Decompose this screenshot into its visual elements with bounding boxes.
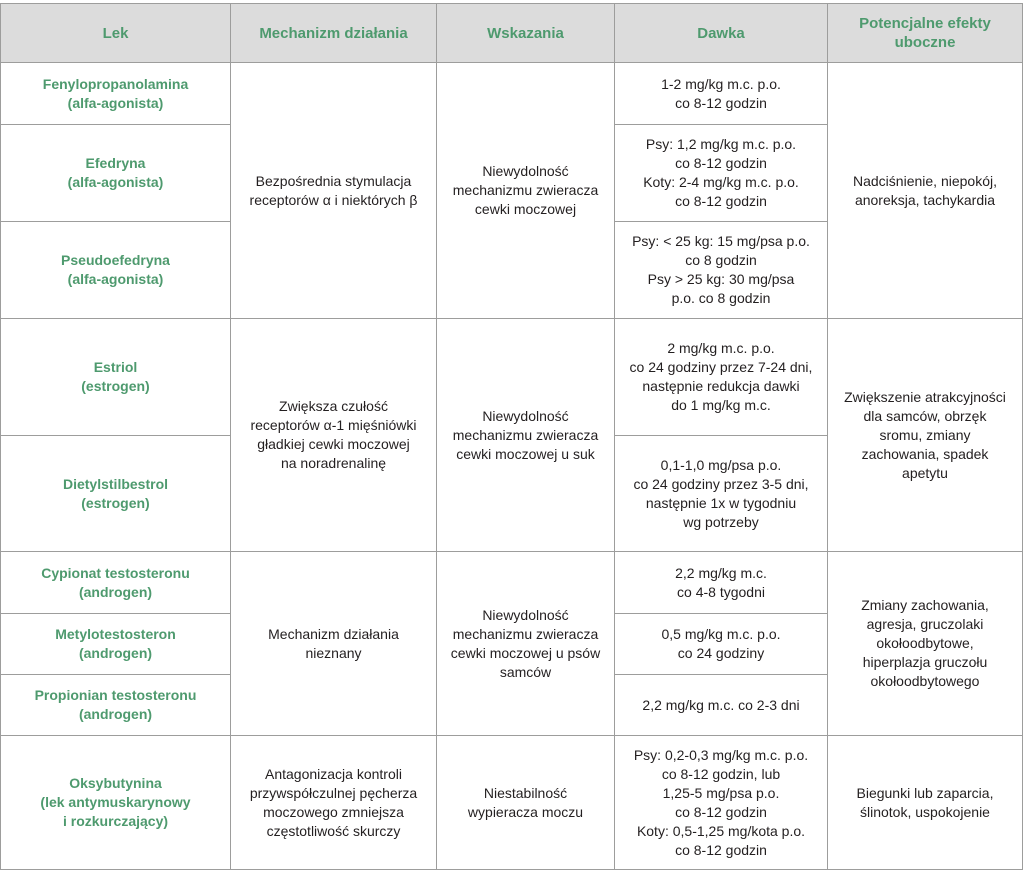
indication-cell: Niestabilność wypieracza moczu [437,736,615,870]
table-row [1,63,1023,125]
drug-name-cell: Pseudoefedryna (alfa-agonista) [1,222,231,319]
table-row [1,552,1023,614]
dose-cell: Psy: 0,2-0,3 mg/kg m.c. p.o. co 8-12 godzin, lub 1,25-5 mg/psa p.o. co 8-12 godzin Koty: 0,5-1,25 mg/kota p.o. co 8-12 godzin [615,736,828,870]
drug-table [0,3,1023,870]
mechanism-cell: Zwiększa czułość receptorów α-1 mięśniówki gładkiej cewki moczowej na noradrenalinę [231,319,437,552]
header-side-effects: Potencjalne efekty uboczne [828,4,1023,63]
drug-name-cell: Dietylstilbestrol (estrogen) [1,436,231,552]
side-effects-cell: Biegunki lub zaparcia, ślinotok, uspokojenie [828,736,1023,870]
dose-cell: 2 mg/kg m.c. p.o. co 24 godziny przez 7-24 dni, następnie redukcja dawki do 1 mg/kg m.c. [615,319,828,436]
drug-name-cell: Oksybutynina (lek antymuskarynowy i rozkurczający) [1,736,231,870]
dose-cell: 2,2 mg/kg m.c. co 2-3 dni [615,675,828,736]
dose-cell: 2,2 mg/kg m.c. co 4-8 tygodni [615,552,828,614]
indication-cell: Niewydolność mechanizmu zwieracza cewki moczowej [437,63,615,319]
mechanism-cell: Antagonizacja kontroli przywspółczulnej pęcherza moczowego zmniejsza częstotliwość skurczy [231,736,437,870]
dose-cell: Psy: 1,2 mg/kg m.c. p.o. co 8-12 godzin Koty: 2-4 mg/kg m.c. p.o. co 8-12 godzin [615,125,828,222]
side-effects-cell: Nadciśnienie, niepokój, anoreksja, tachykardia [828,63,1023,319]
table-row [1,319,1023,436]
header-dose: Dawka [615,4,828,63]
dose-cell: 0,1-1,0 mg/psa p.o. co 24 godziny przez 3-5 dni, następnie 1x w tygodniu wg potrzeby [615,436,828,552]
header-indications: Wskazania [437,4,615,63]
drug-name-cell: Propionian testosteronu (androgen) [1,675,231,736]
mechanism-cell: Mechanizm działania nieznany [231,552,437,736]
mechanism-cell: Bezpośrednia stymulacja receptorów α i niektórych β [231,63,437,319]
drug-name-cell: Efedryna (alfa-agonista) [1,125,231,222]
drug-name-cell: Estriol (estrogen) [1,319,231,436]
dose-cell: Psy: < 25 kg: 15 mg/psa p.o. co 8 godzin Psy > 25 kg: 30 mg/psa p.o. co 8 godzin [615,222,828,319]
dose-cell: 1-2 mg/kg m.c. p.o. co 8-12 godzin [615,63,828,125]
side-effects-cell: Zmiany zachowania, agresja, gruczolaki okołoodbytowe, hiperplazja gruczołu okołoodbytowego [828,552,1023,736]
side-effects-cell: Zwiększenie atrakcyjności dla samców, obrzęk sromu, zmiany zachowania, spadek apetytu [828,319,1023,552]
drug-name-cell: Cypionat testosteronu (androgen) [1,552,231,614]
dose-cell: 0,5 mg/kg m.c. p.o. co 24 godziny [615,614,828,675]
header-row [1,4,1023,63]
drug-name-cell: Fenylopropanolamina (alfa-agonista) [1,63,231,125]
drug-name-cell: Metylotestosteron (androgen) [1,614,231,675]
header-mechanism: Mechanizm działania [231,4,437,63]
indication-cell: Niewydolność mechanizmu zwieracza cewki moczowej u psów samców [437,552,615,736]
indication-cell: Niewydolność mechanizmu zwieracza cewki moczowej u suk [437,319,615,552]
header-drug: Lek [1,4,231,63]
table-row [1,736,1023,870]
